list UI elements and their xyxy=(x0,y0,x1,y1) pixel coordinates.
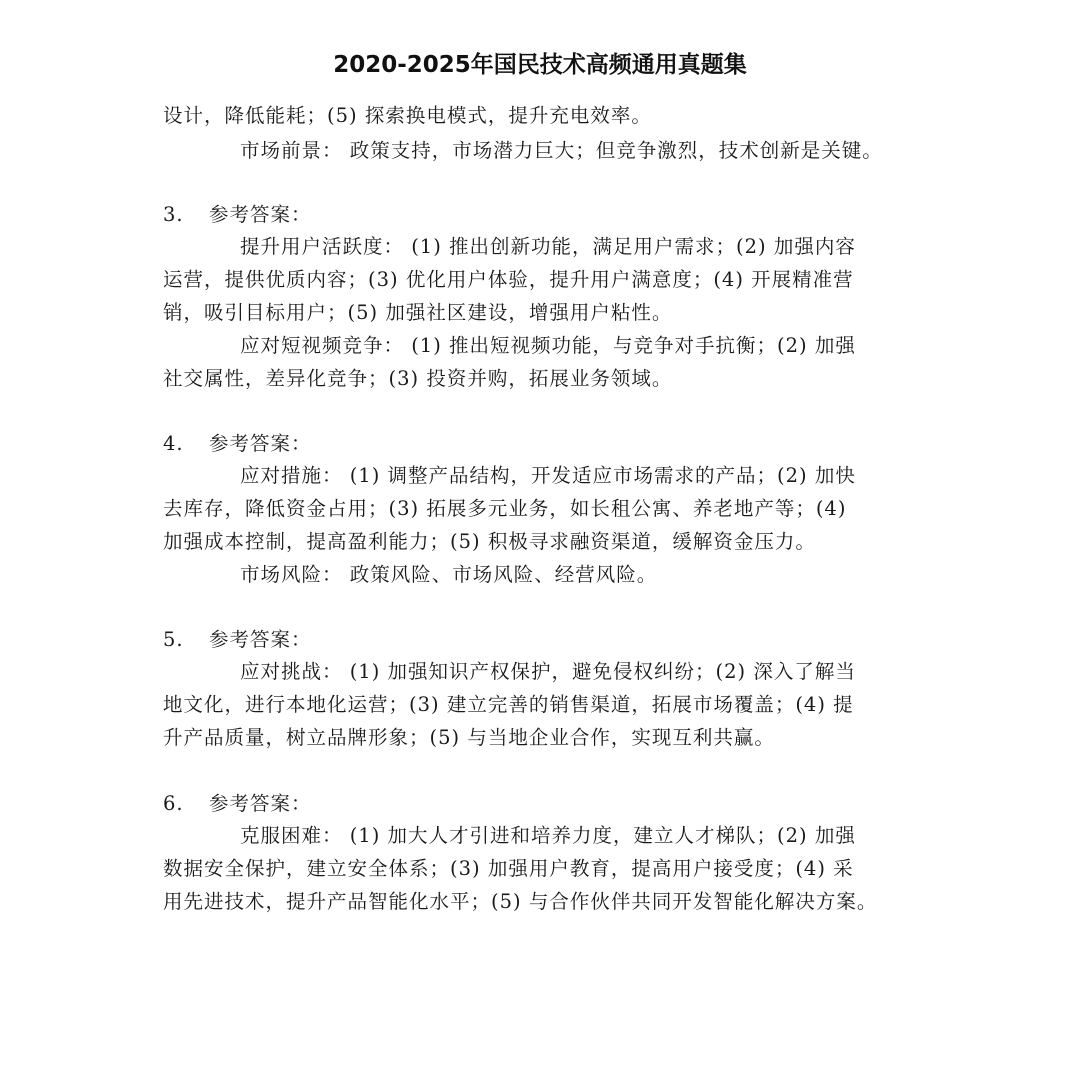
text-line: 应对措施： (1) 调整产品结构，开发适应市场需求的产品；(2) 加快 xyxy=(240,464,856,487)
question-heading xyxy=(163,789,312,819)
question-number: 6. xyxy=(163,792,184,815)
text-line: 数据安全保护，建立安全体系；(3) 加强用户教育，提高用户接受度；(4) 采 xyxy=(163,857,854,880)
answer-label: 参考答案： xyxy=(209,792,312,815)
text-line: 市场前景： 政策支持，市场潜力巨大；但竞争激烈，技术创新是关键。 xyxy=(240,139,883,162)
question-number: 5. xyxy=(163,628,184,651)
text-line: 提升用户活跃度： (1) 推出创新功能，满足用户需求；(2) 加强内容 xyxy=(240,235,856,258)
text-line: 应对挑战： (1) 加强知识产权保护，避免侵权纠纷；(2) 深入了解当 xyxy=(240,660,856,683)
text-line: 应对短视频竞争： (1) 推出短视频功能，与竞争对手抗衡；(2) 加强 xyxy=(240,334,856,357)
text-line: 克服困难： (1) 加大人才引进和培养力度，建立人才梯队；(2) 加强 xyxy=(240,824,856,847)
text-line: 用先进技术，提升产品智能化水平；(5) 与合作伙伴共同开发智能化解决方案。 xyxy=(163,890,878,913)
page-title: 2020-2025年国民技术高频通用真题集 xyxy=(333,52,747,78)
text-line: 设计，降低能耗；(5) 探索换电模式，提升充电效率。 xyxy=(163,104,652,127)
text-line: 社交属性，差异化竞争；(3) 投资并购，拓展业务领域。 xyxy=(163,367,673,390)
answer-label: 参考答案： xyxy=(209,432,312,455)
text-line: 地文化，进行本地化运营；(3) 建立完善的销售渠道，拓展市场覆盖；(4) 提 xyxy=(163,693,854,716)
text-line: 加强成本控制，提高盈利能力；(5) 积极寻求融资渠道，缓解资金压力。 xyxy=(163,530,816,553)
answer-label: 参考答案： xyxy=(209,203,312,226)
question-heading xyxy=(163,429,312,459)
text-line: 运营，提供优质内容；(3) 优化用户体验，提升用户满意度；(4) 开展精准营 xyxy=(163,268,854,291)
text-line: 市场风险： 政策风险、市场风险、经营风险。 xyxy=(240,563,658,586)
text-line: 升产品质量，树立品牌形象；(5) 与当地企业合作，实现互利共赢。 xyxy=(163,726,775,749)
question-heading xyxy=(163,625,312,655)
text-line: 销，吸引目标用户；(5) 加强社区建设，增强用户粘性。 xyxy=(163,301,673,324)
question-number: 4. xyxy=(163,432,184,455)
question-heading xyxy=(163,200,312,230)
question-number: 3. xyxy=(163,203,184,226)
text-line: 去库存，降低资金占用；(3) 拓展多元业务，如长租公寓、养老地产等；(4) xyxy=(163,497,847,520)
answer-label: 参考答案： xyxy=(209,628,312,651)
